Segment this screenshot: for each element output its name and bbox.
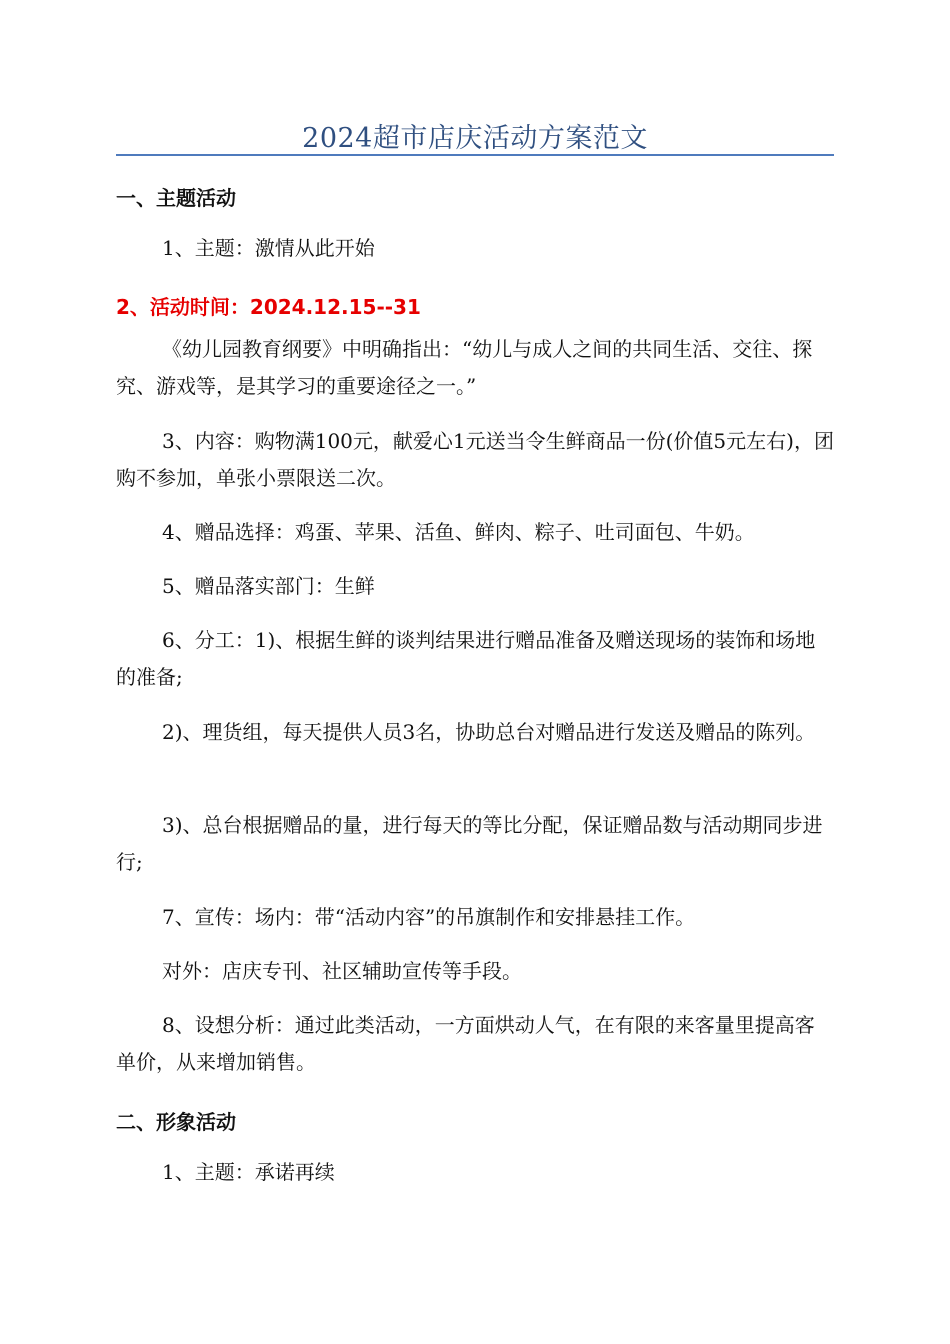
paragraph-theme-2: 1、主题：承诺再续: [162, 1160, 335, 1184]
document-title: 2024超市店庆活动方案范文: [302, 123, 648, 154]
paragraph-theme: 1、主题：激情从此开始: [162, 236, 375, 260]
paragraph-gift-department: 5、赠品落实部门：生鲜: [162, 574, 375, 598]
paragraph-division-2: 2)、理货组，每天提供人员3名，协助总台对赠品进行发送及赠品的陈列。: [162, 720, 816, 744]
activity-time-heading: 2、活动时间：2024.12.15--31: [116, 295, 421, 319]
paragraph-division-of-labor: 6、分工：1)、根据生鲜的谈判结果进行赠品准备及赠送现场的装饰和场地的准备;: [116, 628, 816, 689]
paragraph-quote: 《幼儿园教育纲要》中明确指出：“幼儿与成人之间的共同生活、交往、探究、游戏等，是其学习的重要途径之一。”: [116, 337, 813, 398]
paragraph-content: 3、内容：购物满100元，献爱心1元送当令生鲜商品一份(价值5元左右)，团购不参加，单张小票限送二次。: [116, 429, 834, 490]
paragraph-gift-choices: 4、赠品选择：鸡蛋、苹果、活鱼、鲜肉、粽子、吐司面包、牛奶。: [162, 520, 755, 544]
paragraph-division-3: 3)、总台根据赠品的量，进行每天的等比分配，保证赠品数与活动期同步进行;: [116, 813, 823, 874]
section-heading-theme-activity: 一、主题活动: [116, 186, 236, 210]
paragraph-external-promotion: 对外：店庆专刊、社区辅助宣传等手段。: [162, 959, 522, 983]
section-heading-image-activity: 二、形象活动: [116, 1110, 236, 1134]
paragraph-promotion: 7、宣传：场内：带“活动内容”的吊旗制作和安排悬挂工作。: [162, 905, 696, 929]
paragraph-analysis: 8、设想分析：通过此类活动，一方面烘动人气，在有限的来客量里提高客单价，从来增加销售。: [116, 1013, 815, 1074]
title-underline: [116, 154, 834, 156]
